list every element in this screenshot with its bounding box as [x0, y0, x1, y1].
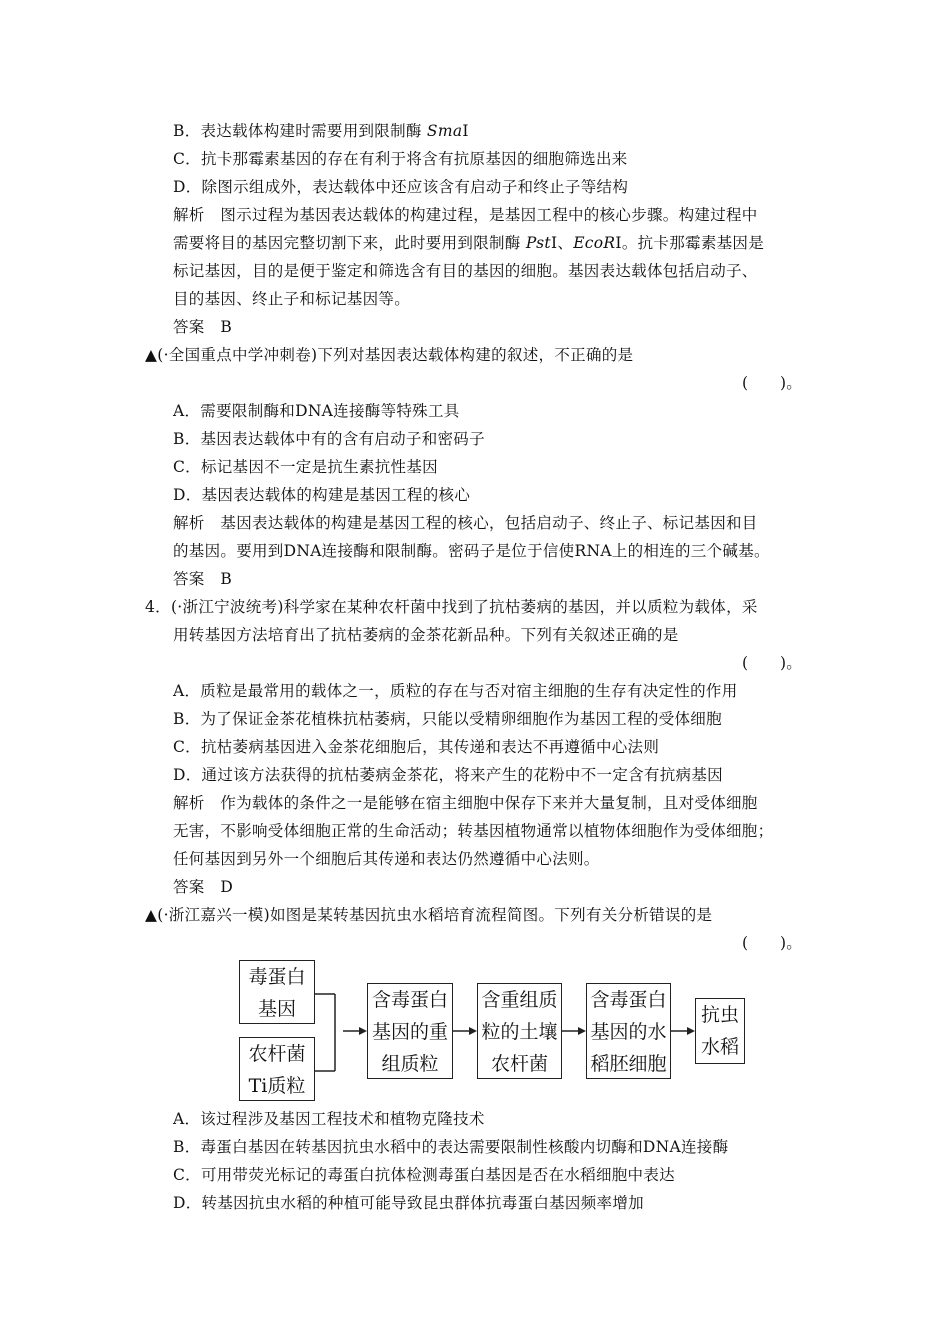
flow-box-recombinant-plasmid: 含毒蛋白 基因的重 组质粒 — [367, 983, 453, 1079]
flow-box-rice-embryo-cell: 含毒蛋白 基因的水 稻胚细胞 — [586, 983, 671, 1079]
option-b: B．毒蛋白基因在转基因抗虫水稻中的表达需要限制性核酸内切酶和DNA连接酶 — [173, 1138, 729, 1156]
analysis-line: 解析 作为载体的条件之一是能够在宿主细胞中保存下来并大量复制，且对受体细胞 — [173, 794, 758, 812]
analysis-line: 解析 图示过程为基因表达载体的构建过程，是基因工程中的核心步骤。构建过程中 — [173, 206, 758, 224]
analysis-line: 目的基因、终止子和标记基因等。 — [173, 290, 411, 308]
analysis-line: 的基因。要用到DNA连接酶和限制酶。密码子是位于信使RNA上的相连的三个碱基。 — [173, 542, 770, 560]
option-c: C．标记基因不一定是抗生素抗性基因 — [173, 458, 438, 476]
answer-blank: ( )。 — [742, 654, 803, 672]
analysis-line: 任何基因到另外一个细胞后其传递和表达仍然遵循中心法则。 — [173, 850, 600, 868]
option-d: D．除图示组成外，表达载体中还应该含有启动子和终止子等结构 — [173, 178, 629, 196]
question-stem: ▲(·全国重点中学冲刺卷)下列对基因表达载体构建的叙述，不正确的是 — [145, 346, 634, 364]
option-a: A．质粒是最常用的载体之一，质粒的存在与否对宿主细胞的生存有决定性的作用 — [173, 682, 738, 700]
option-a: A．需要限制酶和DNA连接酶等特殊工具 — [173, 402, 460, 420]
flow-box-insect-resistant-rice: 抗虫 水稻 — [695, 998, 745, 1064]
question-stem: ▲(·浙江嘉兴一模)如图是某转基因抗虫水稻培育流程简图。下列有关分析错误的是 — [145, 906, 713, 924]
analysis-line: 需要将目的基因完整切割下来，此时要用到限制酶 PstⅠ、EcoRⅠ。抗卡那霉素基因是 — [173, 234, 765, 252]
option-c: C．抗枯萎病基因进入金茶花细胞后，其传递和表达不再遵循中心法则 — [173, 738, 660, 756]
option-b: B．为了保证金茶花植株抗枯萎病，只能以受精卵细胞作为基因工程的受体细胞 — [173, 710, 722, 728]
option-b: B．表达载体构建时需要用到限制酶 SmaⅠ — [173, 122, 469, 140]
analysis-line: 无害，不影响受体细胞正常的生命活动；转基因植物通常以植物体细胞作为受体细胞； — [173, 822, 774, 840]
option-a: A．该过程涉及基因工程技术和植物克隆技术 — [173, 1110, 485, 1128]
option-d: D．通过该方法获得的抗枯萎病金茶花，将来产生的花粉中不一定含有抗病基因 — [173, 766, 723, 784]
answer: 答案 B — [173, 318, 233, 336]
option-c: C．抗卡那霉素基因的存在有利于将含有抗原基因的细胞筛选出来 — [173, 150, 628, 168]
question-stem: 4．(·浙江宁波统考)科学家在某种农杆菌中找到了抗枯萎病的基因，并以质粒为载体，采 — [145, 598, 758, 616]
analysis-line: 标记基因，目的是便于鉴定和筛选含有目的基因的细胞。基因表达载体包括启动子、 — [173, 262, 758, 280]
option-d: D．基因表达载体的构建是基因工程的核心 — [173, 486, 471, 504]
flow-box-ti-plasmid: 农杆菌 Ti质粒 — [239, 1037, 315, 1101]
analysis-line: 解析 基因表达载体的构建是基因工程的核心，包括启动子、终止子、标记基因和目 — [173, 514, 758, 532]
answer: 答案 B — [173, 570, 233, 588]
flow-box-agrobacterium: 含重组质 粒的土壤 农杆菌 — [477, 983, 562, 1079]
option-b: B．基因表达载体中有的含有启动子和密码子 — [173, 430, 485, 448]
answer-blank: ( )。 — [742, 374, 803, 392]
flow-box-toxin-gene: 毒蛋白 基因 — [239, 960, 315, 1024]
question-stem: 用转基因方法培育出了抗枯萎病的金茶花新品种。下列有关叙述正确的是 — [173, 626, 679, 644]
option-d: D．转基因抗虫水稻的种植可能导致昆虫群体抗毒蛋白基因频率增加 — [173, 1194, 644, 1212]
option-c: C．可用带荧光标记的毒蛋白抗体检测毒蛋白基因是否在水稻细胞中表达 — [173, 1166, 675, 1184]
answer-blank: ( )。 — [742, 934, 803, 952]
answer: 答案 D — [173, 878, 234, 896]
